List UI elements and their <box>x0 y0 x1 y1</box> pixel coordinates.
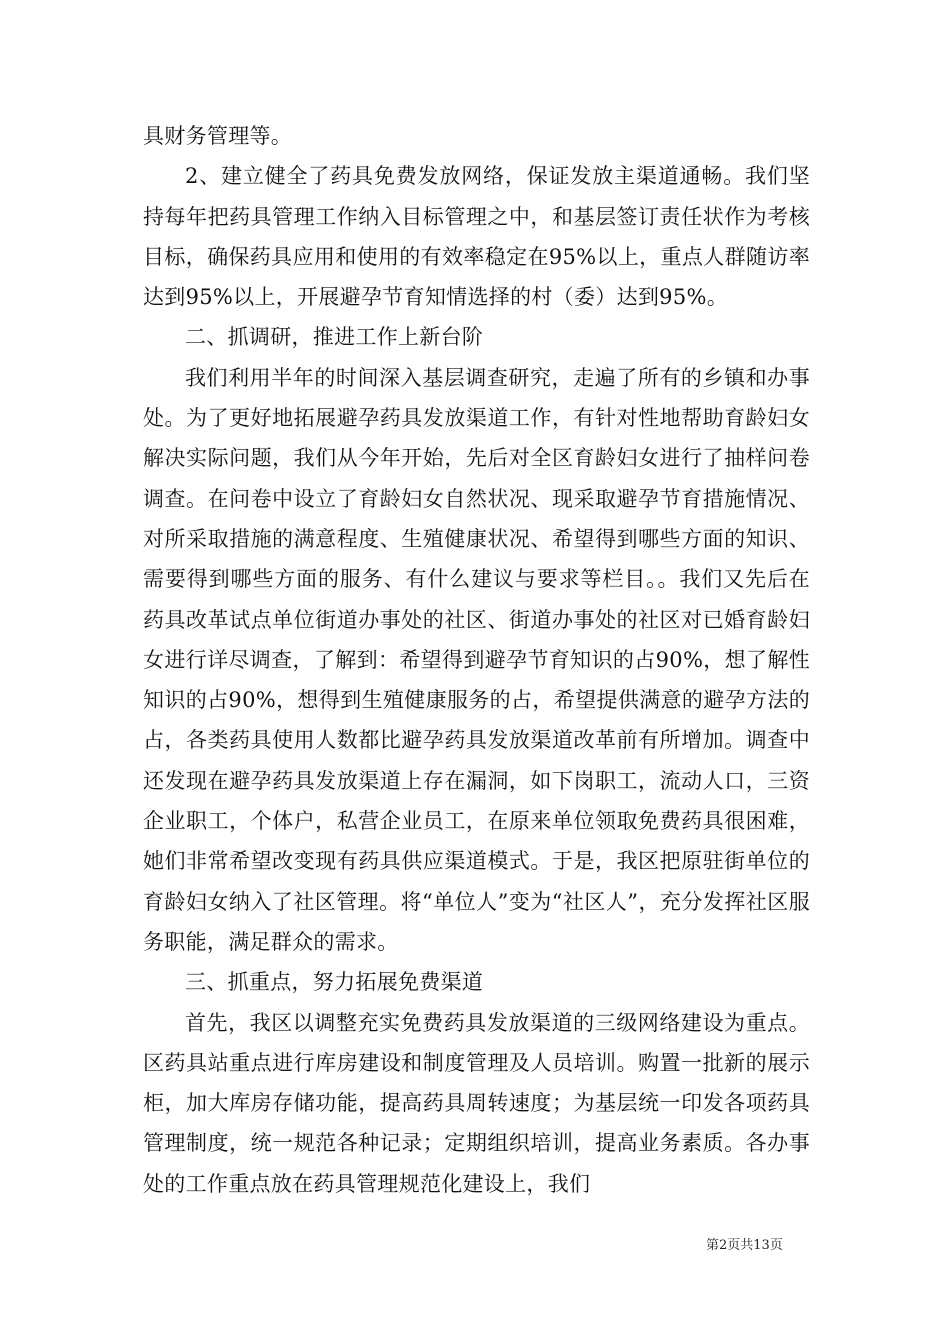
paragraph-continuation: 具财务管理等。 <box>143 124 293 148</box>
page-number: 第2页共13页 <box>706 1238 783 1253</box>
paragraph-network: 2、建立健全了药具免费发放网络，保证发放主渠道通畅。我们坚持每年把药具管理工作纳入目标管理之中，和基层签订责任状作为考核目标，确保药具应用和使用的有效率稳定在95%以上，重点人群随访率达到95%以上，开展避孕节育知情选择的村（委）达到95%。 <box>143 164 810 310</box>
document-body <box>143 116 810 1204</box>
paragraph-channels: 首先，我区以调整充实免费药具发放渠道的三级网络建设为重点。区药具站重点进行库房建设和制度管理及人员培训。购置一批新的展示柜，加大库房存储功能，提高药具周转速度；为基层统一印发各项药具管理制度，统一规范各种记录；定期组织培训，提高业务素质。各办事处的工作重点放在药具管理规范化建设上，我们 <box>143 1010 810 1196</box>
section-heading-channels: 三、抓重点，努力拓展免费渠道 <box>185 970 484 995</box>
paragraph-research: 我们利用半年的时间深入基层调查研究，走遍了所有的乡镇和办事处。为了更好地拓展避孕药具发放渠道工作，有针对性地帮助育龄妇女解决实际问题，我们从今年开始，先后对全区育龄妇女进行了抽样问卷调查。在问卷中设立了育龄妇女自然状况、现采取避孕节育措施情况、对所采取措施的满意程度、生殖健康状况、希望得到哪些方面的知识、需要得到哪些方面的服务、有什么建议与要求等栏目。。我们又先后在药具改革试点单位街道办事处的社区、街道办事处的社区对已婚育龄妇女进行详尽调查，了解到：希望得到避孕节育知识的占90%，想了解性知识的占90%，想得到生殖健康服务的占，希望提供满意的避孕方法的占，各类药具使用人数都比避孕药具发放渠道改革前有所增加。调查中还发现在避孕药具发放渠道上存在漏洞，如下岗职工，流动人口，三资企业职工，个体户，私营企业员工，在原来单位领取免费药具很困难，她们非常希望改变现有药具供应渠道模式。于是，我区把原驻街单位的育龄妇女纳入了社区管理。将“单位人”变为“社区人”，充分发挥社区服务职能，满足群众的需求。 <box>143 365 810 954</box>
section-heading-research: 二、抓调研，推进工作上新台阶 <box>185 325 484 350</box>
